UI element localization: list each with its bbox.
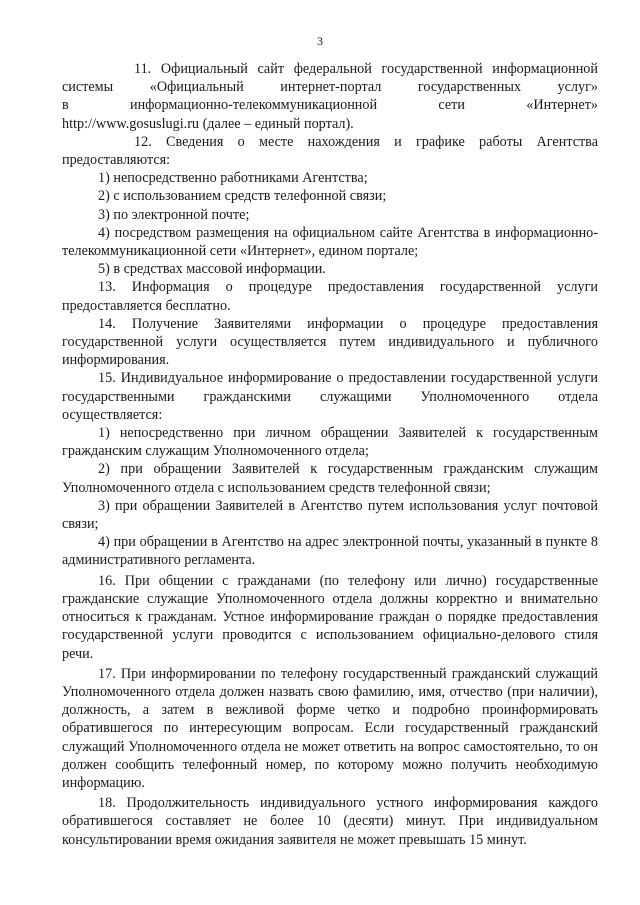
paragraph: 16. При общении с гражданами (по телефону или лично) государственные гражданские служащие Уполномоченного отдела должны корректно и внимательно относиться к гражданам. Устное информирование граждан о порядке предоставления государственной услуги проводится с использованием официально-делового стиля речи. (62, 572, 598, 662)
page-number: 3 (317, 34, 323, 48)
paragraph: 1) непосредственно при личном обращении Заявителей к государственным гражданским служащим Уполномоченного отдела; (62, 425, 598, 460)
paragraph (62, 133, 598, 169)
paragraph: 14. Получение Заявителями информации о процедуре предоставления государственной услуги осуществляется путем индивидуального и публичного информирования. (62, 315, 598, 369)
paragraph-line: 11. Официальный сайт федеральной государственной информационной (134, 61, 598, 77)
paragraph-line: предоставляются: (62, 152, 171, 169)
paragraph: 4) при обращении в Агентство на адрес электронной почты, указанный в пункте 8 административного регламента. (62, 534, 598, 569)
paragraph: 5) в средствах массовой информации. (98, 261, 326, 278)
paragraph-line: 12. Сведения о месте нахождения и графике работы Агентства (134, 133, 598, 150)
paragraph: 3) при обращении Заявителей в Агентство путем использования услуг почтовой связи; (62, 497, 598, 533)
paragraph-line: в информационно-телекоммуникационной сети «Интернет» (62, 97, 598, 114)
paragraph: 18. Продолжительность индивидуального устного информирования каждого обратившегося составляет не более 10 (десяти) минут. При индивидуальном консультировании время ожидания заявителя не может превышать 15 минут. (62, 795, 598, 848)
paragraph: 13. Информация о процедуре предоставления государственной услуги предоставляется бесплатно. (62, 279, 598, 314)
paragraph (62, 60, 598, 133)
paragraph: 1) непосредственно работниками Агентства; (98, 170, 368, 187)
paragraph: 15. Индивидуальное информирование о предоставлении государственной услуги государственными гражданскими служащими Уполномоченного отдела осуществляется: (62, 370, 598, 423)
paragraph: 4) посредством размещения на официальном сайте Агентства в информационно-телекоммуникационной сети «Интернет», едином портале; (62, 224, 598, 260)
paragraph: 17. При информировании по телефону государственный гражданский служащий Уполномоченного отдела должен назвать свою фамилию, имя, отчество (при наличии), должность, а затем в вежливой форме четко и подробно проинформировать обратившегося по интересующим вопросам. Если государственный гражданский служащий Уполномоченного отдела не может ответить на вопрос самостоятельно, то он должен сообщить телефонный номер, по которому можно получить необходимую информацию. (62, 665, 598, 791)
paragraph: 3) по электронной почте; (98, 206, 250, 223)
paragraph-line: http://www.gosuslugi.ru (далее – единый портал). (62, 115, 354, 132)
paragraph: 2) при обращении Заявителей к государственным гражданским служащим Уполномоченного отдела с использованием средств телефонной связи; (62, 461, 598, 496)
paragraph-line: системы «Официальный интернет-портал государственных услуг» (62, 79, 598, 96)
paragraph: 2) с использованием средств телефонной связи; (98, 188, 387, 205)
document-body (62, 60, 598, 849)
